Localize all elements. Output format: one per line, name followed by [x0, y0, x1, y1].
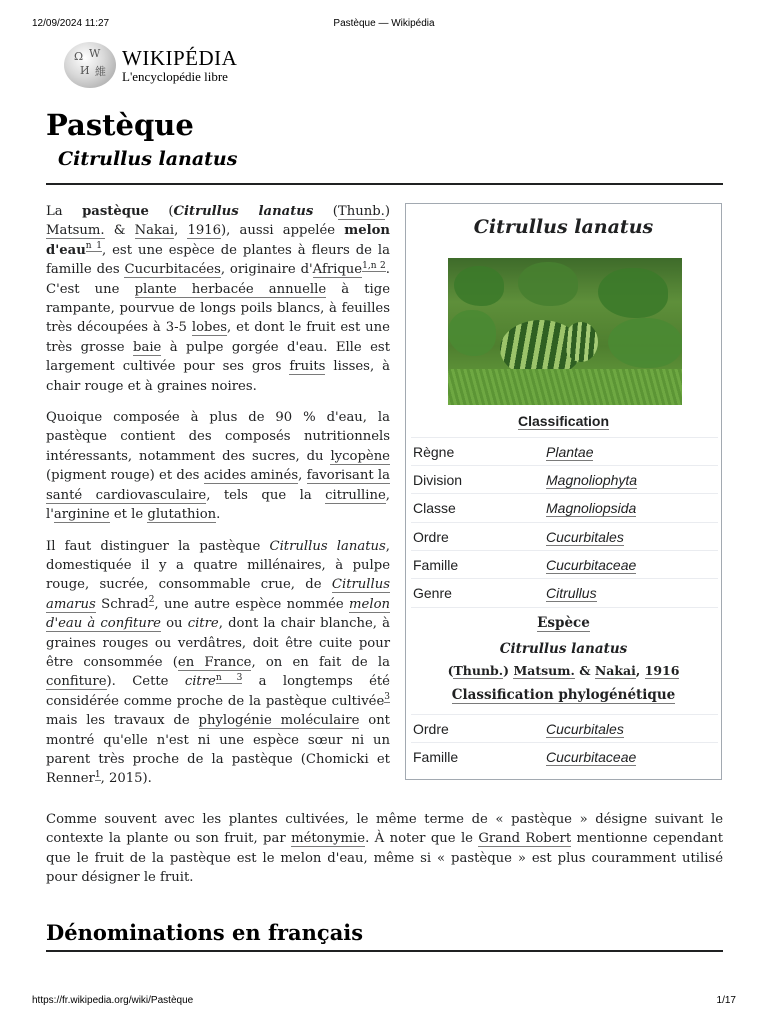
link-nakai[interactable]: Nakai	[594, 663, 636, 678]
article-body-full	[46, 810, 723, 888]
link-confiture[interactable]: confiture	[46, 674, 107, 690]
note-ref[interactable]: 2	[148, 595, 155, 606]
link-lycopene[interactable]: lycopène	[330, 448, 390, 464]
link-cucurbitacees[interactable]: Cucurbitacées	[124, 262, 221, 278]
section-rule	[46, 950, 723, 952]
phylo-heading[interactable]: Classification phylogénétique	[451, 687, 676, 703]
taxon-link[interactable]: Magnoliopsida	[546, 500, 637, 516]
taxon-row: Ordre Cucurbitales	[411, 522, 718, 551]
link-matsum[interactable]: Matsum.	[513, 663, 575, 678]
print-datetime: 12/09/2024 11:27	[32, 18, 110, 29]
taxon-link[interactable]: Cucurbitales	[546, 721, 624, 737]
link-arginine[interactable]: arginine	[53, 507, 110, 523]
taxon-row: Genre Citrullus	[411, 578, 718, 607]
link-lobes[interactable]: lobes	[191, 320, 228, 336]
link-sante-cardio[interactable]: favorisant la santé cardiovasculaire	[46, 468, 390, 503]
taxon-row: Ordre Cucurbitales	[411, 714, 718, 743]
print-footer	[32, 995, 736, 1006]
print-url: https://fr.wikipedia.org/wiki/Pastèque	[32, 995, 194, 1006]
species-authority: (Thunb.) Matsum. & Nakai, 1916	[447, 663, 680, 678]
link-citrulline[interactable]: citrulline	[325, 487, 386, 503]
wordmark: WIKIPÉDIA	[122, 45, 238, 70]
title-rule	[46, 183, 723, 185]
link-metonymie[interactable]: métonymie	[291, 831, 366, 847]
page-title: Pastèque	[46, 108, 194, 142]
taxon-link[interactable]: Citrullus	[546, 585, 597, 601]
page-number: 1/17	[716, 995, 736, 1006]
taxon-row: Règne Plantae	[411, 437, 718, 466]
page-subtitle: Citrullus lanatus	[58, 148, 238, 170]
link-baie[interactable]: baie	[133, 339, 162, 355]
watermelon-photo[interactable]	[448, 258, 682, 405]
wikipedia-globe-icon: Ω W И 維	[64, 42, 116, 88]
link-glutathion[interactable]: glutathion	[147, 507, 217, 523]
paragraph-citre: Il faut distinguer la pastèque Citrullus lanatus, domestiquée il y a quatre millénaires, à pulpe rouge, sucrée, consommable crue, de Citrullus amarus Schrad$^2$, une autre espèce nommée melon d'eau à confiture ou citre, dont la chair blanche, à graines rouges ou verdâtres, doit être cuite pour être consommée (en France, on en fait de la confiture). Cette citre$^{n 3}$ a longtemps été considérée comme proche de la pastèque cultivée$^3$ mais les travaux de phylogénie moléculaire ont montré qu'elle n'est ni une espèce sœur ni un parent très proche de la pastèque (Chomicki et Renner$^1$, 2015).	[46, 538, 391, 787]
wikipedia-logo[interactable]	[64, 42, 237, 88]
classification-heading[interactable]: Classification	[517, 413, 610, 429]
link-en-france[interactable]: en France	[177, 654, 252, 670]
link-1916[interactable]: 1916	[644, 663, 680, 678]
note-ref[interactable]: 1	[94, 769, 101, 780]
link-acides-amines[interactable]: acides aminés	[203, 468, 299, 484]
note-ref[interactable]: n 3	[215, 672, 243, 683]
taxon-row: Classe Magnoliopsida	[411, 493, 718, 522]
article-body	[46, 202, 390, 801]
link-grand-robert[interactable]: Grand Robert	[478, 831, 572, 847]
taxon-link[interactable]: Plantae	[546, 444, 594, 460]
print-title: Pastèque — Wikipédia	[333, 18, 435, 29]
paragraph-intro: La pastèque (Citrullus lanatus (Thunb.) Matsum. & Nakai, 1916), aussi appelée melon d'eau$^{n 1}$, est une espèce de plantes à fleurs de la famille des Cucurbitacées, originaire d'Afrique$^{1,n 2}$. C'est une plante herbacée annuelle à tige rampante, pourvue de longs poils blancs, à feuilles très découpées à 3-5 lobes, et dont le fruit est une très grosse baie à pulpe gorgée d'eau. Elle est largement cultivée pour ses gros fruits lisses, à chair rouge et à graines noires.	[46, 204, 391, 394]
species-heading[interactable]: Espèce	[537, 615, 590, 631]
link-thunb[interactable]: Thunb.	[453, 663, 504, 678]
link-nakai[interactable]: Nakai	[134, 223, 175, 239]
link-matsum[interactable]: Matsum.	[46, 223, 105, 239]
taxobox-title: Citrullus lanatus	[473, 216, 654, 238]
link-plante-herbacee[interactable]: plante herbacée annuelle	[134, 281, 327, 297]
tagline: L'encyclopédie libre	[122, 68, 228, 84]
link-afrique[interactable]: Afrique	[312, 262, 363, 278]
taxon-link[interactable]: Cucurbitales	[546, 529, 624, 545]
taxobox	[405, 203, 722, 780]
taxon-link[interactable]: Magnoliophyta	[546, 472, 638, 488]
link-fruits[interactable]: fruits	[289, 359, 326, 375]
species-name: Citrullus lanatus	[499, 641, 628, 657]
link-1916[interactable]: 1916	[187, 223, 222, 239]
taxon-link[interactable]: Cucurbitaceae	[546, 557, 637, 573]
paragraph-metonymie: Comme souvent avec les plantes cultivées, le même terme de « pastèque » désigne suivant le contexte la plante ou son fruit, par métonymie. À noter que le Grand Robert mentionne cependant que le fruit de la pastèque est le melon d'eau, même si « pastèque » est plus couramment utilisé pour désigner le fruit.	[46, 812, 724, 886]
section-heading: Dénominations en français	[46, 920, 364, 945]
link-thunb[interactable]: Thunb.	[337, 204, 385, 219]
taxon-link[interactable]: Cucurbitaceae	[546, 749, 637, 765]
taxon-row: Famille Cucurbitaceae	[411, 742, 718, 771]
taxon-row: Division Magnoliophyta	[411, 465, 718, 494]
link-phylogenie[interactable]: phylogénie moléculaire	[198, 713, 360, 729]
note-ref[interactable]: n 1	[85, 241, 102, 252]
note-ref[interactable]: 3	[384, 692, 390, 703]
note-ref[interactable]: 1,n 2	[362, 260, 386, 271]
link-melon-confiture[interactable]: melon d'eau à confiture	[46, 596, 391, 632]
print-header	[32, 18, 736, 29]
taxon-row: Famille Cucurbitaceae	[411, 550, 718, 579]
paragraph-nutrition: Quoique composée à plus de 90 % d'eau, la pastèque contient des composés nutritionnels intéressants, notamment des sucres, du lycopène (pigment rouge) et des acides aminés, favorisant la santé cardiovasculaire, tels que la citrulline, l'arginine et le glutathion.	[46, 410, 390, 523]
link-citrullus-amarus[interactable]: Citrullus amarus	[46, 577, 390, 612]
